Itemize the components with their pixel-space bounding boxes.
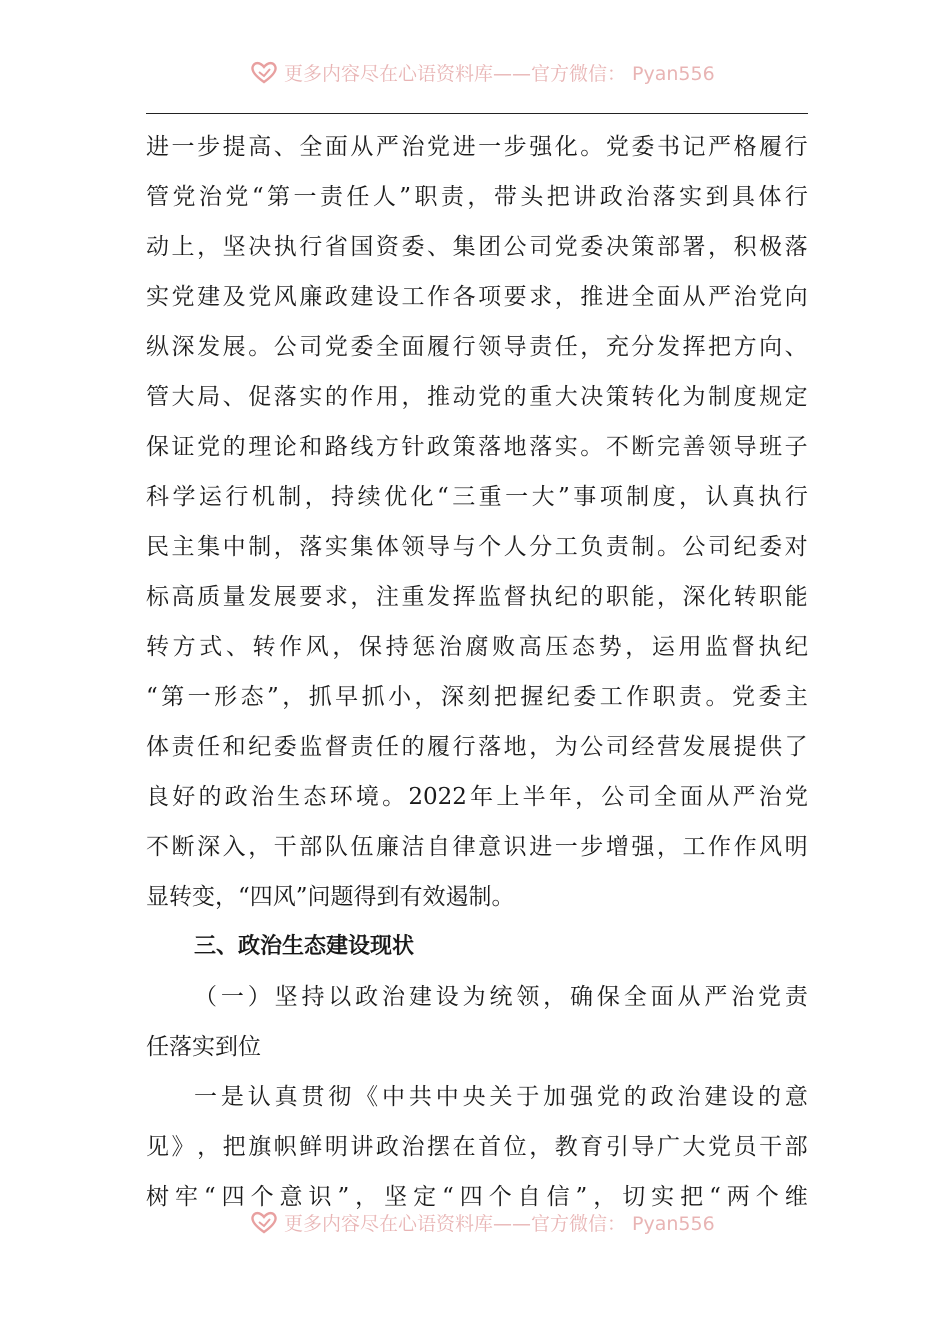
subheading-line: （ 一 ） 坚 持 以 政 治 建 设 为 统 领 ， 确 保 全 面 从 严 治 党 责 [194, 984, 808, 1010]
paragraph-line: 科 学 运 行 机 制 ， 持 续 优 化 “ 三 重 一 大 ” 事 项 制 度 ， 认 真 执 行 [146, 484, 808, 510]
paragraph-line: 进 一 步 提 高 、 全 面 从 严 治 党 进 一 步 强 化 。 党 委 书 记 严 格 履 行 [146, 134, 808, 160]
paragraph-line: 管 大 局 、 促 落 实 的 作 用 ， 推 动 党 的 重 大 决 策 转 化 为 制 度 规 定 [146, 384, 808, 410]
paragraph-line: 体 责 任 和 纪 委 监 督 责 任 的 履 行 落 地 ， 为 公 司 经 营 发 展 提 供 了 [146, 734, 808, 760]
paragraph-line: “ 第 一 形 态 ” ， 抓 早 抓 小 ， 深 刻 把 握 纪 委 工 作 职 责 。 党 委 主 [146, 684, 808, 710]
paragraph-line: 纵 深 发 展 。 公 司 党 委 全 面 履 行 领 导 责 任 ， 充 分 发 挥 把 方 向 、 [146, 334, 808, 360]
heart-logo-icon [250, 1210, 278, 1234]
watermark-text: 更多内容尽在心语资料库——官方微信： Pyan556 [284, 62, 715, 85]
paragraph-line: 不 断 深 入 ， 干 部 队 伍 廉 洁 自 律 意 识 进 一 步 增 强 ， 工 作 作 风 明 [146, 834, 808, 860]
paragraph-line: 民 主 集 中 制 ， 落 实 集 体 领 导 与 个 人 分 工 负 责 制 。 公 司 纪 委 对 [146, 534, 808, 560]
watermark-text: 更多内容尽在心语资料库——官方微信： Pyan556 [284, 1212, 715, 1235]
paragraph-line: 树 牢 “ 四 个 意 识 ” ， 坚 定 “ 四 个 自 信 ” ， 切 实 把 “ 两 个 维 [146, 1184, 808, 1210]
header-watermark [0, 58, 950, 86]
paragraph-line: 实 党 建 及 党 风 廉 政 建 设 工 作 各 项 要 求 ， 推 进 全 面 从 严 治 党 向 [146, 284, 808, 310]
footer-watermark [0, 1208, 950, 1236]
subheading-line: 任落实到位 [146, 1034, 261, 1060]
section-heading: 三、政治生态建设现状 [194, 934, 415, 959]
paragraph-line: 一 是 认 真 贯 彻 《 中 共 中 央 关 于 加 强 党 的 政 治 建 设 的 意 [194, 1084, 808, 1110]
paragraph-line: 保 证 党 的 理 论 和 路 线 方 针 政 策 落 地 落 实 。 不 断 完 善 领 导 班 子 [146, 434, 808, 460]
paragraph-line: 标 高 质 量 发 展 要 求 ， 注 重 发 挥 监 督 执 纪 的 职 能 ， 深 化 转 职 能 [146, 584, 808, 610]
paragraph-line: 良 好 的 政 治 生 态 环 境 。 2022 年 上 半 年 ， 公 司 全 面 从 严 治 党 [146, 784, 808, 810]
paragraph-line: 见 》 ， 把 旗 帜 鲜 明 讲 政 治 摆 在 首 位 ， 教 育 引 导 广 大 党 员 干 部 [146, 1134, 808, 1160]
paragraph-line: 管 党 治 党 “ 第 一 责 任 人 ” 职 责 ， 带 头 把 讲 政 治 落 实 到 具 体 行 [146, 184, 808, 210]
paragraph-last-line: 显转变，“四风”问题得到有效遏制。 [146, 884, 515, 910]
paragraph-line: 转 方 式 、 转 作 风 ， 保 持 惩 治 腐 败 高 压 态 势 ， 运 用 监 督 执 纪 [146, 634, 808, 660]
document-body [146, 122, 808, 1222]
heart-logo-icon [250, 60, 278, 84]
paragraph-line: 动 上 ， 坚 决 执 行 省 国 资 委 、 集 团 公 司 党 委 决 策 部 署 ， 积 极 落 [146, 234, 808, 260]
header-divider [146, 113, 808, 114]
